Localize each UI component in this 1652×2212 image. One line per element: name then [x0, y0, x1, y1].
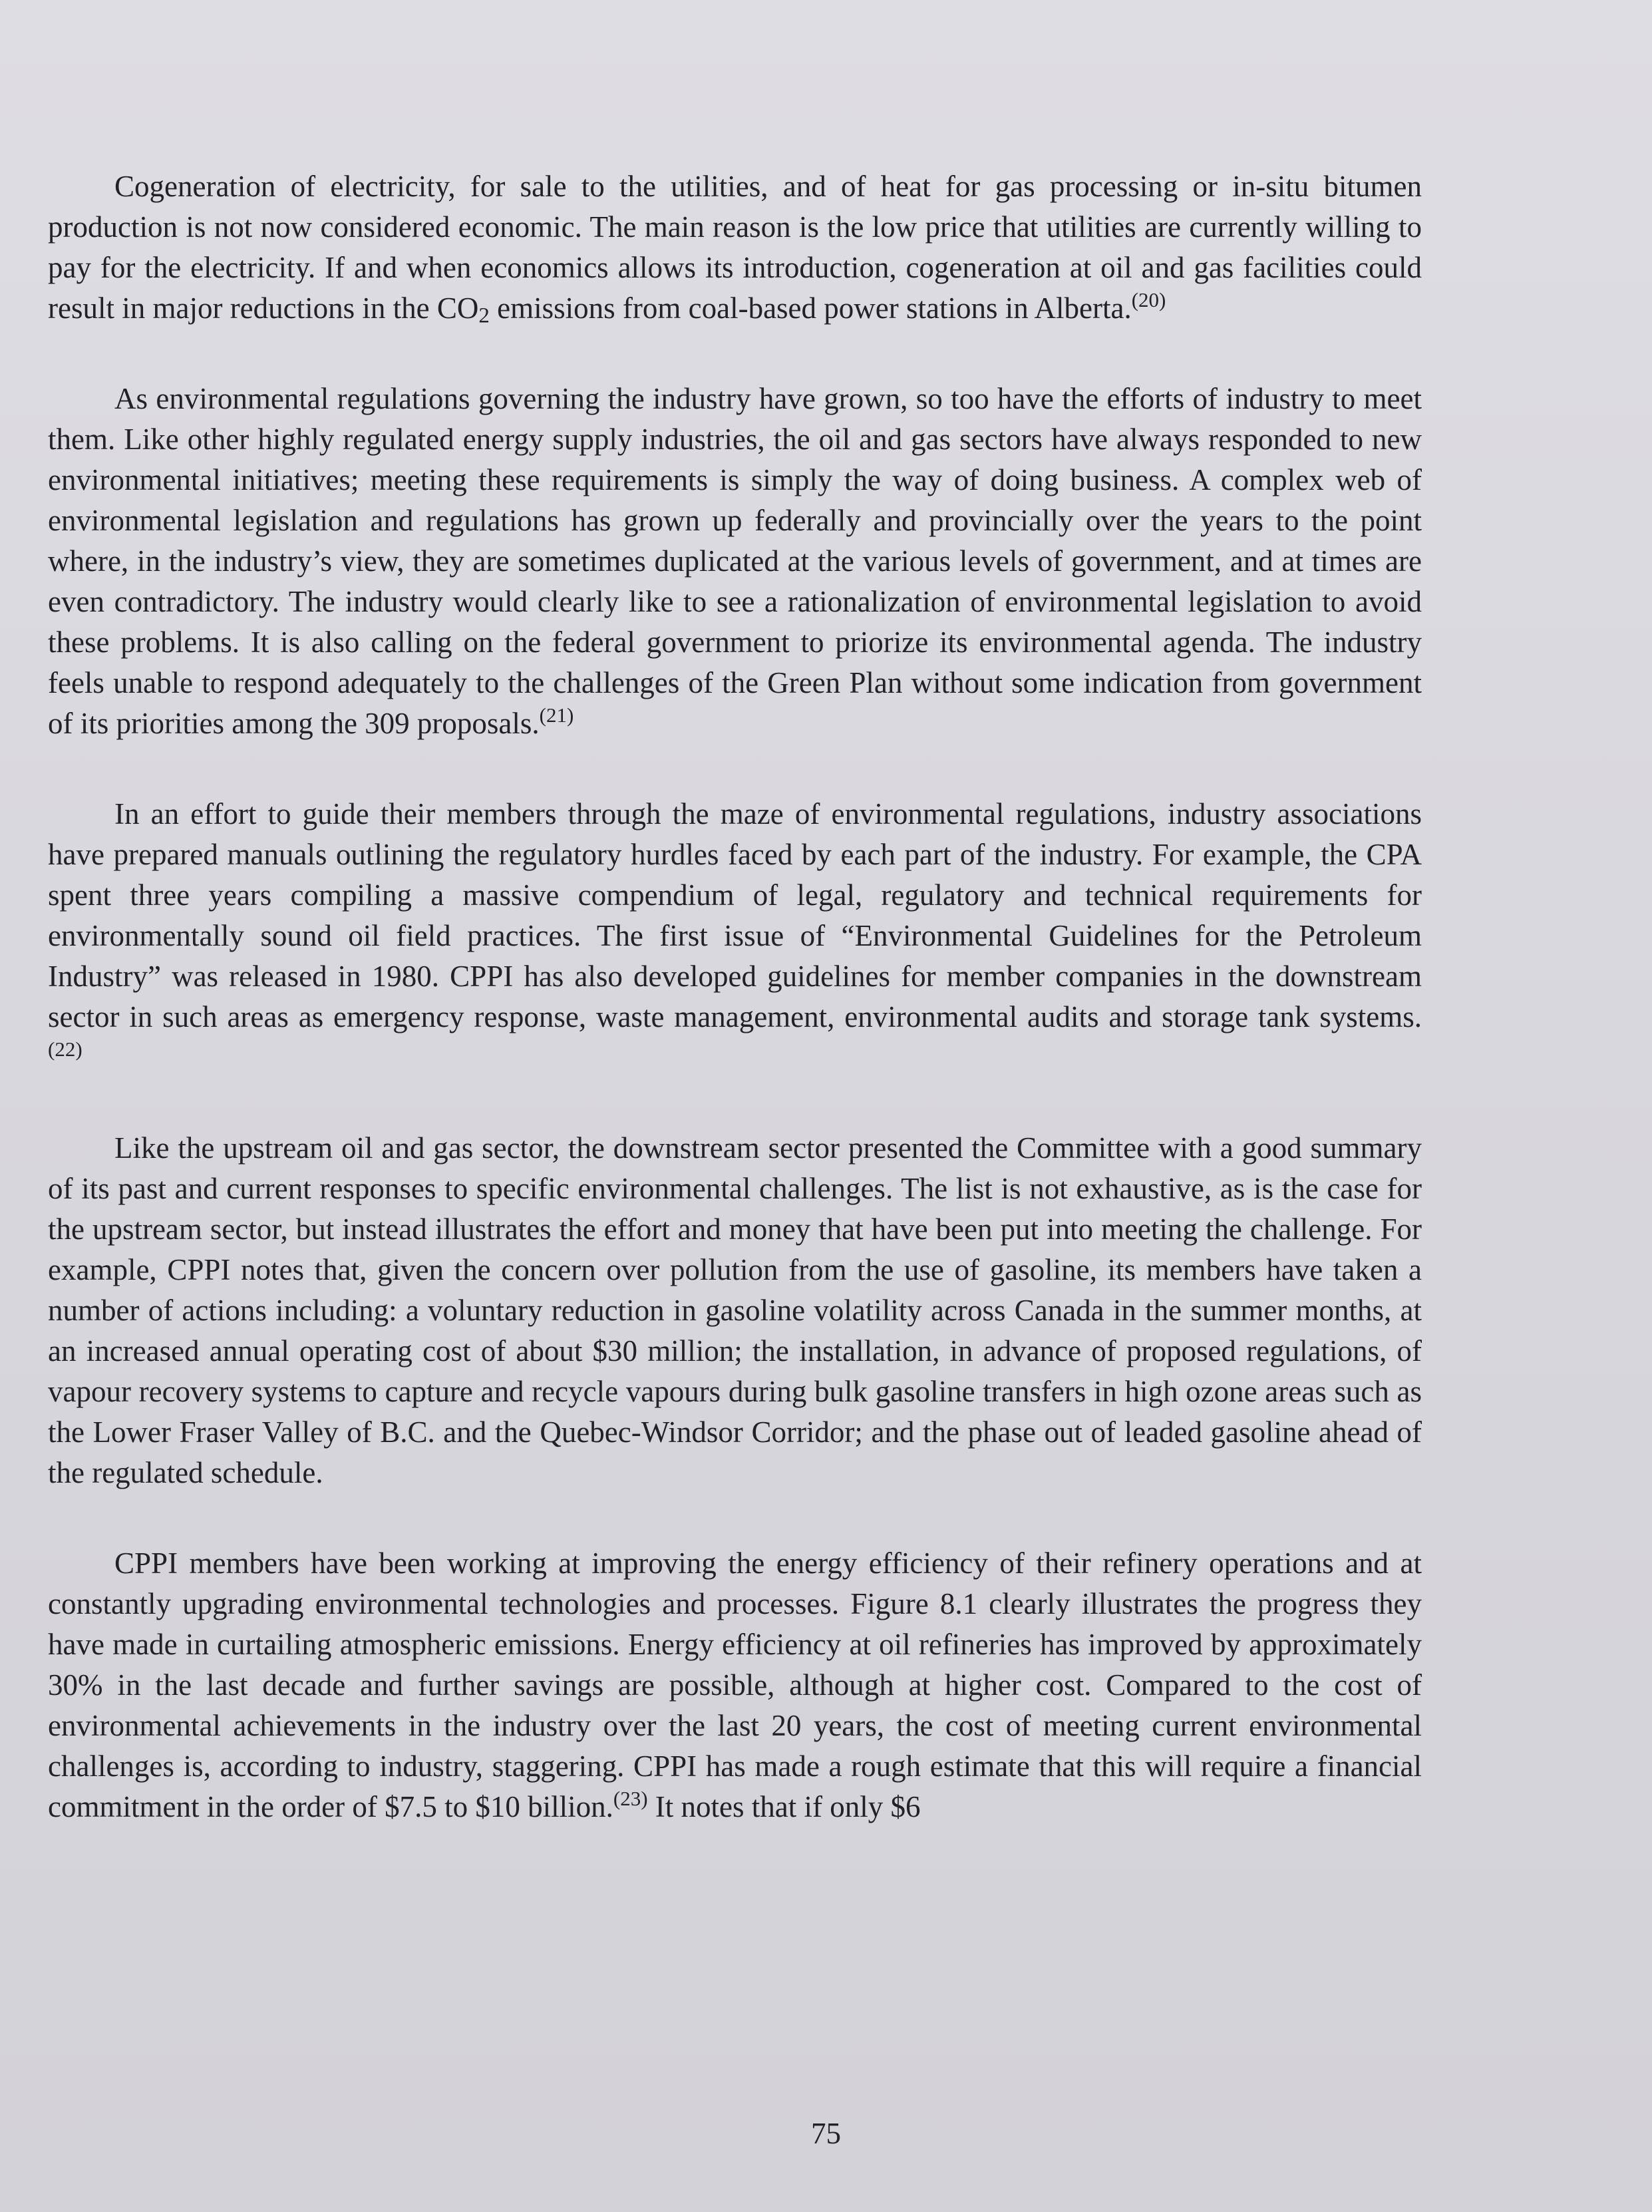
page-number: 75: [811, 2117, 841, 2150]
paragraph-cogeneration: [48, 166, 1422, 329]
paragraph-text: CPPI members have been working at improving the energy efficiency of their refinery operations and at constantly upgrading environmental technologies and processes. Figure 8.1 clearly illustrates the progress they have made in curtailing atmospheric emissions. Energy efficiency at oil refineries has improved by approximately 30% in the last decade and further savings are possible, although at higher cost. Compared to the cost of environmental achievements in the industry over the last 20 years, the cost of meeting current environmental challenges is, according to industry, staggering. CPPI has made a rough estimate that this will require a financial commitment in the order of $7.5 to $10 billion.: [48, 1547, 1422, 1823]
paragraph-text: Like the upstream oil and gas sector, the downstream sector presented the Committee with a good summary of its past and current responses to specific environmental challenges. The list is not exhaustive, as is the case for the upstream sector, but instead illustrates the effort and money that have been put into meeting the challenge. For example, CPPI notes that, given the concern over pollution from the use of gasoline, its members have taken a number of actions including: a voluntary reduction in gasoline volatility across Canada in the summer months, at an increased annual operating cost of about $30 million; the installation, in advance of proposed regulations, of vapour recovery systems to capture and recycle vapours during bulk gasoline transfers in high ozone areas such as the Lower Fraser Valley of B.C. and the Quebec-Windsor Corridor; and the phase out of leaded gasoline ahead of the regulated schedule.: [48, 1131, 1422, 1489]
paragraph-text: As environmental regulations governing the industry have grown, so too have the efforts of industry to meet them. Like other highly regulated energy supply industries, the oil and gas sectors have always responded to new environmental initiatives; meeting these requirements is simply the way of doing business. A complex web of environmental legislation and regulations has grown up federally and provincially over the years to the point where, in the industry’s view, they are sometimes duplicated at the various levels of government, and at times are even contradictory. The industry would clearly like to see a rationalization of environmental legislation to avoid these problems. It is also calling on the federal government to priorize its environmental agenda. The industry feels unable to respond adequately to the challenges of the Green Plan without some indication from government of its priorities among the 309 proposals.: [48, 382, 1422, 740]
paragraph-regulations: [48, 379, 1422, 744]
footnote-ref: (23): [613, 1786, 648, 1810]
paragraph-guidelines: [48, 794, 1422, 1078]
body-text: [48, 166, 1422, 1877]
paragraph-text-tail: emissions from coal-based power stations in Alberta.: [489, 291, 1132, 325]
footnote-ref: (22): [48, 1037, 83, 1061]
subscript: 2: [478, 303, 490, 328]
paragraph-text: In an effort to guide their members through the maze of environmental regulations, industry associations have prepared manuals outlining the regulatory hurdles faced by each part of the industry. For example, the CPA spent three years compiling a massive compendium of legal, regulatory and technical requirements for environmentally sound oil field practices. The first issue of “Environmental Guidelines for the Petroleum Industry” was released in 1980. CPPI has also developed guidelines for member companies in the downstream sector in such areas as emergency response, waste management, environmental audits and storage tank systems.: [48, 797, 1422, 1033]
paragraph-text: Cogeneration of electricity, for sale to the utilities, and of heat for gas processing or in-situ bitumen production is not now considered economic. The main reason is the low price that utilities are currently willing to pay for the electricity. If and when economics allows its introduction, cogeneration at oil and gas facilities could result in major reductions in the CO: [48, 170, 1422, 325]
footnote-ref: (20): [1131, 287, 1166, 311]
paragraph-downstream: [48, 1128, 1422, 1493]
paragraph-refinery-efficiency: [48, 1543, 1422, 1827]
paragraph-text-tail: It notes that if only $6: [647, 1790, 921, 1823]
footnote-ref: (21): [539, 703, 574, 727]
